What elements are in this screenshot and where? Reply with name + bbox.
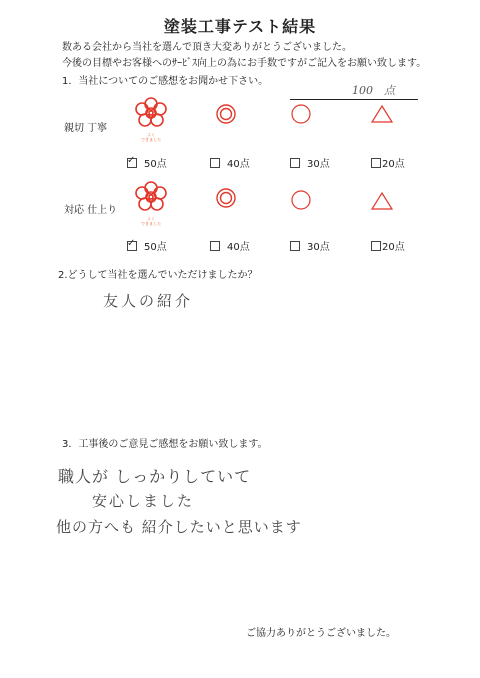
question-1-heading: 1．当社についてのご感想をお聞かせ下さい。 (62, 76, 269, 87)
checkbox[interactable] (210, 241, 220, 251)
checkbox[interactable] (210, 158, 220, 168)
option-50-row1[interactable]: ✓50点 (127, 155, 167, 170)
option-30-row1[interactable]: 30点 (290, 155, 330, 170)
triangle-icon (371, 192, 393, 214)
circle-icon (290, 189, 312, 215)
question-2-heading: 2.どうして当社を選んでいただけましたか？ (58, 270, 258, 281)
question-3-heading: 3．工事後のご意見ご感想をお願い致します。 (62, 439, 268, 450)
row-label-kindness: 親切 丁寧 (64, 123, 108, 134)
total-score-underline (290, 99, 418, 100)
double-circle-icon (215, 187, 237, 213)
stamp-caption: よく できました (141, 132, 161, 142)
intro-line-2: 今後の目標やお客様へのｻｰﾋﾞｽ向上の為にお手数ですがご記入をお願い致します。 (62, 58, 427, 69)
question-3-answer-line-1: 職人が しっかりしていて (58, 467, 252, 486)
closing-message: ご協力ありがとうございました。 (246, 628, 396, 639)
rating-stamp-flower-icon (134, 96, 168, 142)
double-circle-icon (215, 103, 237, 129)
circle-icon (290, 103, 312, 129)
question-3-answer-line-2: 安心しました (92, 492, 195, 510)
checkbox[interactable] (371, 158, 381, 168)
option-40-row1[interactable]: 40点 (210, 155, 250, 170)
row-label-finish: 対応 仕上り (64, 205, 118, 216)
question-3-answer-line-3: 他の方へも 紹介したいと思います (56, 518, 302, 536)
checkbox-checked[interactable] (127, 241, 137, 251)
question-2-answer: 友人の紹介 (103, 292, 194, 310)
option-30-row2[interactable]: 30点 (290, 238, 330, 253)
triangle-icon (371, 105, 393, 127)
total-score-handwritten: 100 点 (352, 84, 395, 97)
checkbox-checked[interactable] (127, 158, 137, 168)
intro-line-1: 数ある会社から当社を選んで頂き大変ありがとうございました。 (62, 42, 352, 53)
rating-stamp-flower-icon (134, 180, 168, 226)
option-20-row2[interactable]: 20点 (371, 238, 405, 253)
option-50-row2[interactable]: ✓50点 (127, 238, 167, 253)
checkbox[interactable] (371, 241, 381, 251)
option-20-row1[interactable]: 20点 (371, 155, 405, 170)
checkbox[interactable] (290, 158, 300, 168)
page-title: 塗装工事テスト結果 (163, 17, 317, 36)
checkbox[interactable] (290, 241, 300, 251)
option-40-row2[interactable]: 40点 (210, 238, 250, 253)
stamp-caption: よく できました (141, 216, 161, 226)
